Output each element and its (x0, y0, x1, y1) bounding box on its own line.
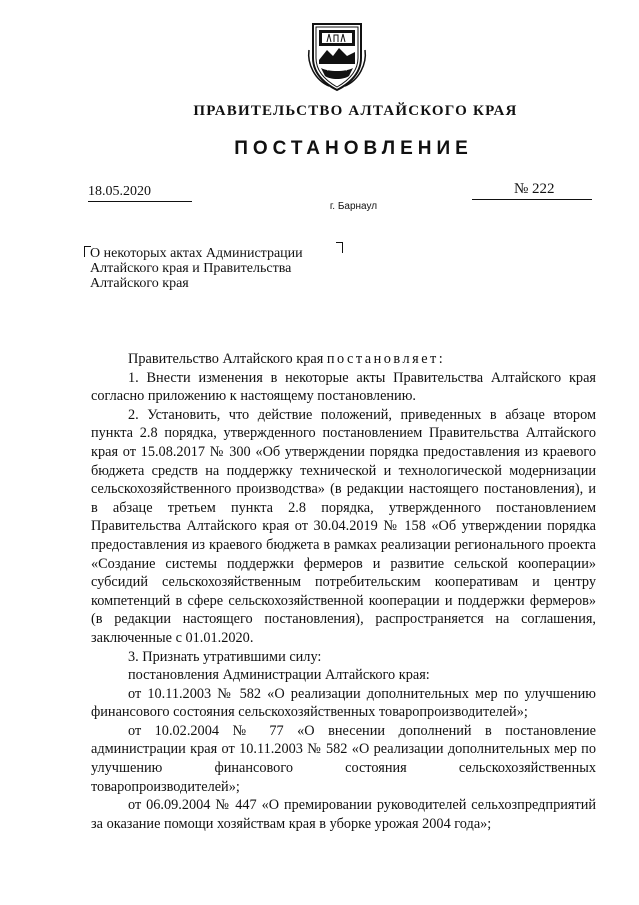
paragraph-5: от 10.11.2003 № 582 «О реализации дополнительных мер по улучшению финансового состояния сельскохозяйственных товаропроизводителей»; (91, 685, 596, 721)
preamble-paragraph (91, 350, 596, 369)
document-date: 18.05.2020 (88, 184, 192, 202)
paragraph-7: от 06.09.2004 № 447 «О премировании руководителей сельхозпредприятий за оказание помощи хозяйствам края в уборке урожая 2004 года»; (91, 797, 596, 832)
document-city: г. Барнаул (329, 201, 378, 212)
document-type-title: ПОСТАНОВЛЕНИЕ (234, 138, 473, 159)
document-number (472, 181, 592, 200)
subject-bracket-right (336, 242, 343, 253)
paragraph-1: 1. Внести изменения в некоторые акты Правительства Алтайского края согласно приложению к настоящему постановлению. (91, 369, 596, 405)
document-number-value: № 222 (514, 181, 555, 197)
coat-of-arms-icon (305, 20, 369, 92)
paragraph-3: 3. Признать утратившими силу: (128, 648, 322, 665)
paragraph-6: от 10.02.2004 № 77 «О внесении дополнений в постановление администрации края от 10.11.2003 № 582 «О реализации дополнительных мер по улучшению финансового состояния сельскохозяйственных товаропроизводителей»; (91, 722, 596, 795)
preamble-resolve-word: постановляет: (326, 351, 446, 367)
paragraph-2: 2. Установить, что действие положений, приведенных в абзаце втором пункта 2.8 порядка, утвержденного постановлением Правительства Алтайского края от 15.08.2017 № 300 «Об утверждении порядка предоставления из краевого бюджета средств на поддержку технической и технологической модернизации сельскохозяйственного производства» (в редакции настоящего постановления), и в абзаце третьем пункта 2.8 порядка, утвержденного постановлением Правительства Алтайского края от 30.04.2019 № 158 «Об утверждении порядка предоставления из краевого бюджета в рамках реализации регионального проекта «Создание системы поддержки фермеров и развитие сельской кооперации» субсидий сельскохозяйственным потребительским кооперативам и центру компетенций в сфере сельскохозяйственной кооперации и поддержки фермеров» (в редакции настоящего постановления), распространяется на соглашения, заключенные с 01.01.2020. (91, 406, 596, 646)
preamble-text: Правительство Алтайского края (128, 351, 327, 367)
government-title: ПРАВИТЕЛЬСТВО АЛТАЙСКОГО КРАЯ (193, 103, 518, 119)
document-subject: О некоторых актах Администрации Алтайского края и Правительства Алтайского края (90, 246, 303, 291)
paragraph-4: постановления Администрации Алтайского края: (128, 667, 430, 684)
document-body (91, 350, 596, 833)
